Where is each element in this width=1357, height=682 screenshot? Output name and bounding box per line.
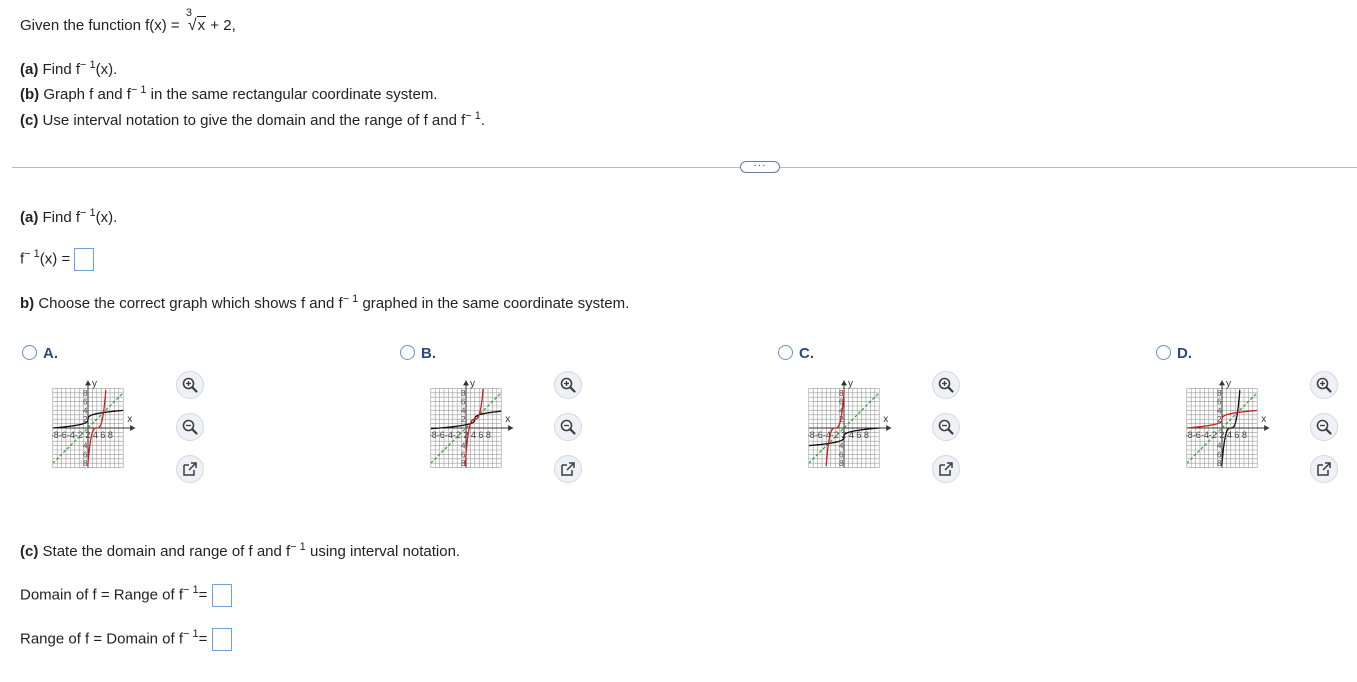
superscript: − 1: [342, 293, 359, 305]
part-label: (c): [20, 112, 39, 129]
answer-suffix: (x) =: [39, 250, 71, 268]
y-tick-label: 8: [1217, 459, 1222, 469]
x-axis-arrow: [886, 425, 891, 431]
x-tick-labels: -8-6-4-2 2 4 6 8: [52, 430, 113, 440]
superscript: − 1: [24, 248, 40, 261]
zoom-in-icon[interactable]: [176, 371, 204, 399]
radio-button[interactable]: [1156, 345, 1171, 360]
range-label: Range of f = Domain of f: [20, 630, 184, 648]
y-tick-label: 2: [1217, 415, 1222, 425]
part-text: Use interval notation to give the domain and the range of f and f: [42, 112, 466, 129]
answer-prefix: f: [20, 250, 25, 268]
radical-sign: √: [187, 17, 197, 34]
y-tick-label: 4: [83, 406, 88, 416]
option-d[interactable]: [1156, 345, 1192, 362]
graph-option-b[interactable]: [430, 370, 542, 490]
part-text: using interval notation.: [305, 543, 461, 560]
equals-sign: =: [198, 630, 208, 648]
part-c-prompt: [20, 543, 460, 560]
part-b-prompt: [20, 295, 629, 312]
y-tick-label: 2: [839, 415, 844, 425]
x-tick-labels: -8-6-4-2 2 4 6 8: [1186, 430, 1247, 440]
y-axis-label: y: [92, 378, 97, 390]
domain-label: Domain of f = Range of f: [20, 586, 184, 604]
cube-root: [185, 7, 206, 35]
y-tick-label: 8: [83, 459, 88, 469]
question-part-a: [20, 61, 117, 78]
y-tick-label: 4: [461, 441, 466, 451]
y-axis-label: y: [848, 378, 853, 390]
y-tick-label: 6: [1217, 450, 1222, 460]
part-text: Graph f and f: [43, 86, 131, 103]
y-tick-label: 6: [839, 397, 844, 407]
zoom-in-icon[interactable]: [932, 371, 960, 399]
domain-answer-input[interactable]: [212, 584, 232, 607]
x-axis-label: x: [505, 414, 511, 425]
option-b[interactable]: [400, 345, 436, 362]
y-tick-label: 4: [1217, 441, 1222, 451]
x-axis-label: x: [1261, 414, 1267, 425]
section-divider: [12, 167, 1357, 168]
y-tick-label: 6: [461, 397, 466, 407]
y-tick-label: 8: [461, 388, 466, 398]
y-tick-label: 4: [1217, 406, 1222, 416]
domain-row: [20, 584, 232, 607]
y-tick-label: 4: [461, 406, 466, 416]
superscript: − 1: [80, 207, 96, 219]
y-tick-label: 6: [83, 450, 88, 460]
part-a-answer-row: [20, 248, 94, 271]
part-label: (c): [20, 543, 39, 560]
y-tick-label: 2: [83, 415, 88, 425]
open-new-window-icon[interactable]: [554, 455, 582, 483]
y-tick-label: 6: [839, 450, 844, 460]
option-label: C.: [799, 345, 814, 362]
x-tick-labels: -8-6-4-2 2 4 6 8: [430, 430, 491, 440]
option-label: A.: [43, 345, 58, 362]
part-text: graphed in the same coordinate system.: [358, 295, 630, 312]
superscript: − 1: [290, 541, 306, 553]
open-new-window-icon[interactable]: [1310, 455, 1338, 483]
x-axis-arrow: [508, 425, 513, 431]
x-axis-arrow: [1264, 425, 1269, 431]
y-tick-label: 8: [1217, 388, 1222, 398]
graph-option-a[interactable]: [52, 370, 164, 490]
intro-suffix: + 2,: [210, 17, 236, 34]
more-button[interactable]: ···: [740, 161, 780, 173]
equals-sign: =: [198, 586, 208, 604]
part-label: (a): [20, 209, 39, 226]
range-answer-input[interactable]: [212, 628, 232, 651]
part-a-prompt: [20, 209, 117, 226]
superscript: − 1: [465, 110, 481, 122]
option-label: D.: [1177, 345, 1192, 362]
zoom-out-icon[interactable]: [932, 413, 960, 441]
option-c[interactable]: [778, 345, 814, 362]
part-text: (x).: [95, 209, 118, 226]
part-label: b): [20, 295, 35, 312]
superscript: − 1: [183, 628, 199, 641]
y-axis-arrow: [463, 380, 469, 385]
part-text: Find f: [42, 61, 81, 78]
y-tick-label: 8: [461, 459, 466, 469]
question-part-b: [20, 86, 437, 103]
x-axis-label: x: [883, 414, 889, 425]
radio-button[interactable]: [400, 345, 415, 360]
open-new-window-icon[interactable]: [932, 455, 960, 483]
y-tick-label: 2: [461, 415, 466, 425]
zoom-out-icon[interactable]: [554, 413, 582, 441]
x-tick-labels: -8-6-4-2 2 4 6 8: [808, 430, 869, 440]
superscript: − 1: [80, 59, 96, 71]
y-tick-label: 6: [461, 450, 466, 460]
y-tick-label: 4: [839, 406, 844, 416]
zoom-out-icon[interactable]: [176, 413, 204, 441]
y-tick-label: 6: [1217, 397, 1222, 407]
question-part-c: [20, 112, 485, 129]
y-tick-label: 8: [839, 459, 844, 469]
part-text: .: [480, 112, 486, 129]
zoom-in-icon[interactable]: [554, 371, 582, 399]
y-tick-label: 4: [83, 441, 88, 451]
radicand: x: [197, 17, 206, 34]
y-tick-label: 6: [83, 397, 88, 407]
zoom-in-icon[interactable]: [1310, 371, 1338, 399]
part-text: in the same rectangular coordinate system.: [146, 86, 438, 103]
root-index: 3: [185, 7, 192, 19]
graph-option-d[interactable]: [1186, 370, 1298, 490]
part-label: (a): [20, 61, 39, 78]
part-text: Find f: [42, 209, 81, 226]
y-tick-label: 8: [839, 388, 844, 398]
y-axis-arrow: [85, 380, 91, 385]
graph-option-c[interactable]: [808, 370, 920, 490]
option-a[interactable]: [22, 345, 58, 362]
part-label: (b): [20, 86, 40, 103]
open-new-window-icon[interactable]: [176, 455, 204, 483]
y-tick-label: 8: [83, 388, 88, 398]
x-axis-label: x: [127, 414, 133, 425]
y-axis-label: y: [470, 378, 475, 390]
y-axis-arrow: [841, 380, 847, 385]
x-axis-arrow: [130, 425, 135, 431]
y-axis-arrow: [1219, 380, 1225, 385]
part-text: (x).: [95, 61, 118, 78]
part-text: Choose the correct graph which shows f and f: [38, 295, 343, 312]
part-text: State the domain and range of f and f: [42, 543, 291, 560]
intro-prefix: Given the function f(x) =: [20, 17, 180, 34]
superscript: − 1: [183, 584, 199, 597]
question-intro: [20, 7, 236, 35]
radio-button[interactable]: [778, 345, 793, 360]
y-axis-label: y: [1226, 378, 1231, 390]
option-label: B.: [421, 345, 436, 362]
zoom-out-icon[interactable]: [1310, 413, 1338, 441]
y-tick-label: 4: [839, 441, 844, 451]
inverse-answer-input[interactable]: [74, 248, 94, 271]
range-row: [20, 628, 232, 651]
superscript: − 1: [130, 84, 147, 96]
radio-button[interactable]: [22, 345, 37, 360]
